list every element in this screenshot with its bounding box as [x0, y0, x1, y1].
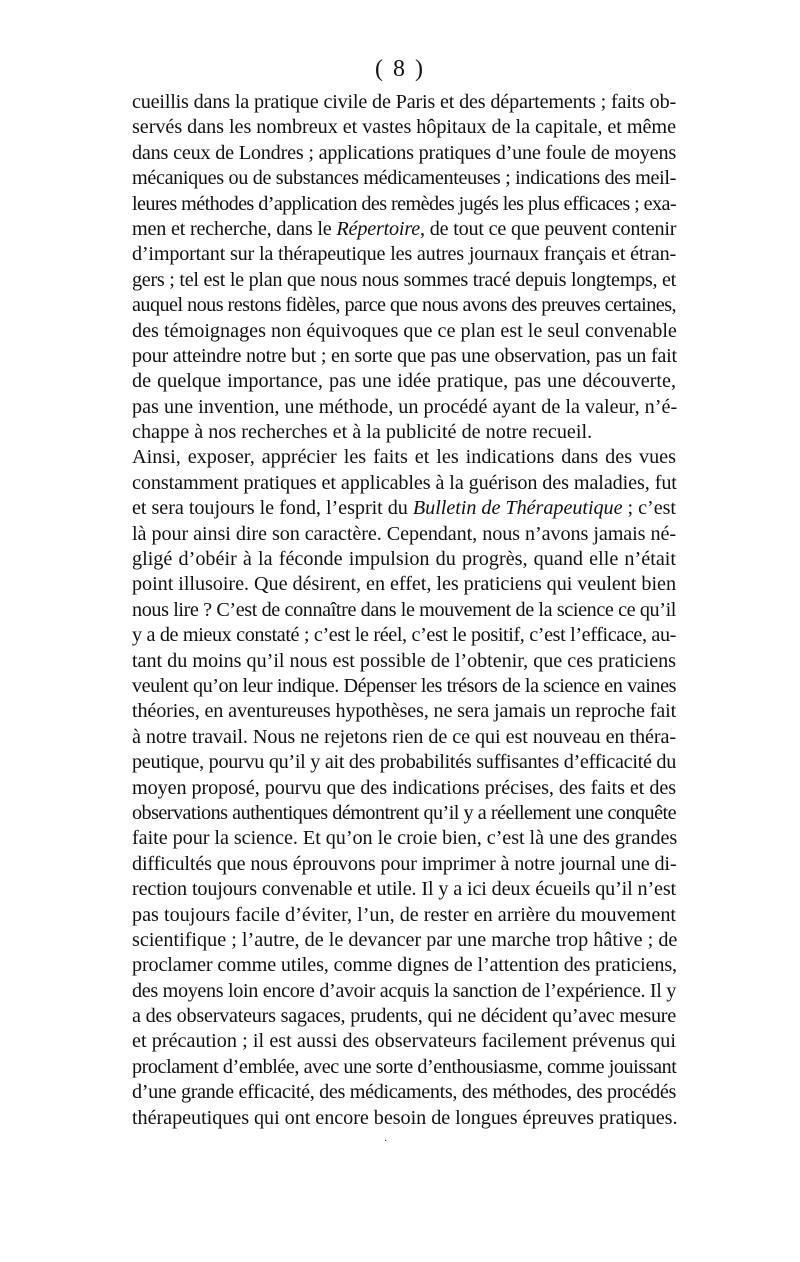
- text-line: des témoignages non équivoques que ce plan est le seul convenable: [132, 319, 677, 342]
- text-line: d’important sur la thérapeutique les autres journaux français et étran-: [132, 243, 676, 266]
- text-line: gers ; tel est le plan que nous nous sommes tracé depuis longtemps, et: [132, 268, 676, 291]
- journal-title-bulletin: Bulletin de Thérapeutique: [412, 497, 623, 520]
- page-number: ( 8 ): [375, 56, 425, 82]
- text-line: proclamer comme utiles, comme dignes de l’attention des praticiens,: [132, 954, 677, 977]
- text-line: faite pour la science. Et qu’on le croie bien, c’est là une des grandes: [132, 827, 678, 850]
- text-line: constamment pratiques et applicables à la guérison des maladies, fut: [132, 471, 677, 494]
- text-line: d’une grande efficacité, des médicaments, des méthodes, des procédés: [132, 1081, 676, 1104]
- text-line: nous lire ? C’est de connaître dans le mouvement de la science ce qu’il: [132, 598, 676, 621]
- text-line: Ainsi, exposer, apprécier les faits et les indications dans des vues: [132, 446, 676, 469]
- text-line: leures méthodes d’application des remèdes jugés les plus efficaces ; exa-: [132, 192, 676, 215]
- text-line: dans ceux de Londres ; applications pratiques d’une foule de moyens: [132, 141, 676, 164]
- text-run: ; c’est: [622, 497, 676, 520]
- text-line: veulent qu’on leur indique. Dépenser les trésors de la science en vaines: [132, 674, 676, 697]
- page-mark: ·: [384, 1136, 388, 1147]
- text-line: difficultés que nous éprouvons pour imprimer à notre journal une di-: [132, 852, 677, 875]
- text-line: de quelque importance, pas une idée pratique, pas une découverte,: [132, 370, 676, 393]
- text-run: et sera toujours le fond, l’esprit du: [132, 497, 413, 520]
- text-line: servés dans les nombreux et vastes hôpitaux de la capitale, et même: [132, 116, 676, 139]
- text-line: observations authentiques démontrent qu’il y a réellement une conquête: [132, 801, 676, 824]
- text-line: et précaution ; il est aussi des observateurs facilement prévenus qui: [132, 1030, 676, 1053]
- text-line: là pour ainsi dire son caractère. Cependant, nous n’avons jamais né-: [132, 522, 676, 545]
- text-line: des moyens loin encore d’avoir acquis la sanction de l’expérience. Il y: [132, 979, 676, 1002]
- text-line: thérapeutiques qui ont encore besoin de longues épreuves pratiques.: [132, 1106, 678, 1129]
- text-line: proclament d’emblée, avec une sorte d’enthousiasme, comme jouissant: [132, 1055, 677, 1078]
- text-line: y a de mieux constaté ; c’est le réel, c’est le positif, c’est l’efficace, au-: [132, 624, 676, 647]
- text-line: a des observateurs sagaces, prudents, qui ne décident qu’avec mesure: [132, 1005, 676, 1028]
- text-line: pas toujours facile d’éviter, l’un, de rester en arrière du mouvement: [132, 903, 677, 926]
- text-line: théories, en aventureuses hypothèses, ne sera jamais un reproche fait: [132, 700, 677, 723]
- text-run: men et recherche, dans le: [132, 217, 337, 240]
- text-run: , de tout ce que peuvent contenir: [420, 217, 677, 240]
- text-line: moyen proposé, pourvu que des indications précises, des faits et des: [132, 776, 676, 799]
- text-line: mécaniques ou de substances médicamenteuses ; indications des meil-: [132, 167, 676, 190]
- text-line: pas une invention, une méthode, un procédé ayant de la valeur, n’é-: [132, 395, 678, 418]
- text-line: [132, 217, 676, 242]
- text-line: peutique, pourvu qu’il y ait des probabilités suffisantes d’efficacité du: [132, 751, 676, 774]
- text-line: rection toujours convenable et utile. Il y a ici deux écueils qu’il n’est: [132, 878, 676, 901]
- body-text: [132, 90, 676, 1131]
- text-line: auquel nous restons fidèles, parce que nous avons des preuves certaines,: [132, 294, 676, 317]
- text-line: chappe à nos recherches et à la publicité de notre recueil.: [132, 421, 593, 444]
- text-line: scientifique ; l’autre, de le devancer par une marche trop hâtive ; de: [132, 928, 678, 951]
- text-line: tant du moins qu’il nous est possible de l’obtenir, que ces praticiens: [132, 649, 676, 672]
- journal-title-repertoire: Répertoire: [336, 217, 421, 240]
- text-line: point illusoire. Que désirent, en effet, les praticiens qui veulent bien: [132, 573, 676, 596]
- text-line: cueillis dans la pratique civile de Paris et des départements ; faits ob-: [132, 91, 676, 113]
- text-line: gligé d’obéir à la féconde impulsion du progrès, quand elle n’était: [132, 548, 676, 571]
- text-line: à notre travail. Nous ne rejetons rien de ce qui est nouveau en théra-: [132, 725, 676, 748]
- text-line: [132, 496, 676, 521]
- text-line: pour atteindre notre but ; en sorte que pas une observation, pas un fait: [132, 344, 677, 367]
